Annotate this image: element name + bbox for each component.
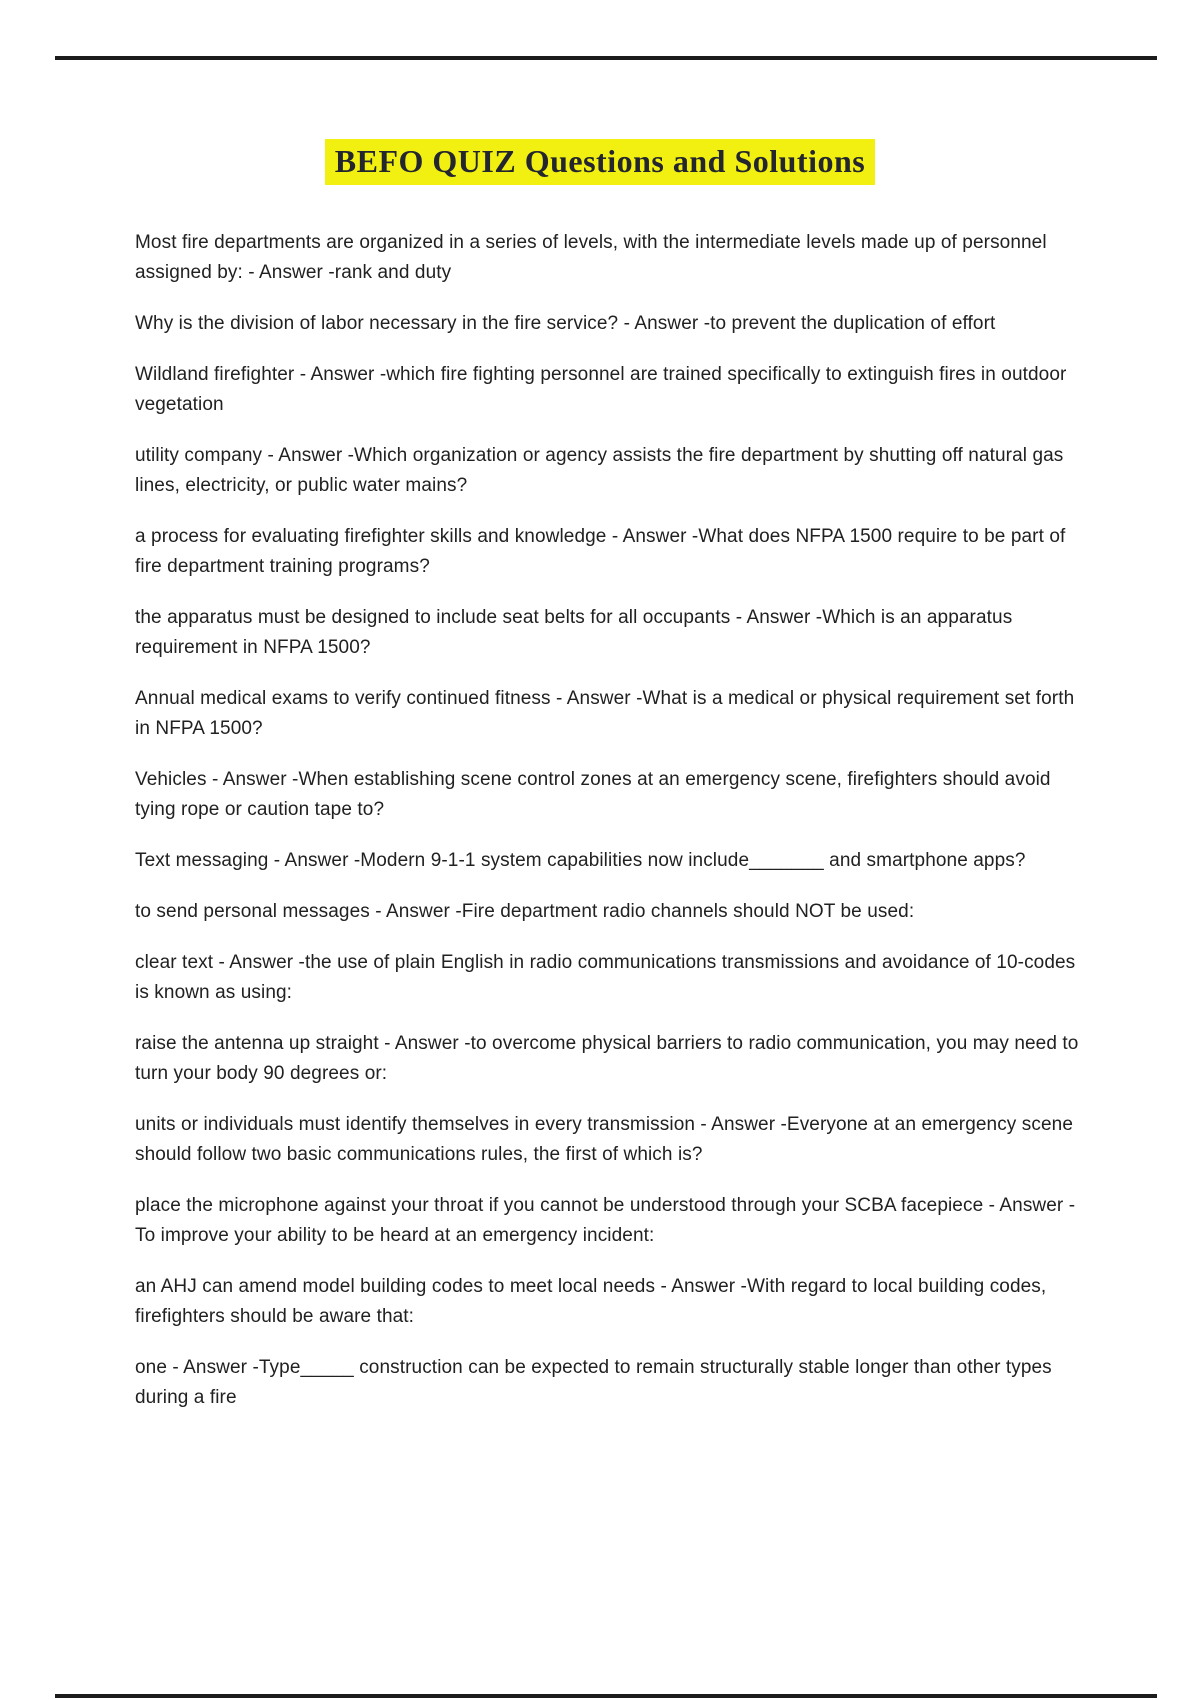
qa-paragraph: one - Answer -Type_____ construction can be expected to remain structurally stable longer than other types during a fire xyxy=(135,1357,1052,1408)
qa-paragraph: Annual medical exams to verify continued fitness - Answer -What is a medical or physical requirement set forth in NFPA 1500? xyxy=(135,688,1075,739)
qa-paragraph: Why is the division of labor necessary in the fire service? - Answer -to prevent the duplication of effort xyxy=(135,313,996,334)
qa-paragraph: place the microphone against your throat if you cannot be understood through your SCBA facepiece - Answer -To improve your ability to be heard at an emergency incident: xyxy=(135,1195,1076,1246)
qa-paragraph: Most fire departments are organized in a series of levels, with the intermediate levels made up of personnel assigned by: - Answer -rank and duty xyxy=(135,232,1047,283)
qa-paragraph: Wildland firefighter - Answer -which fire fighting personnel are trained specifically to extinguish fires in outdoor vegetation xyxy=(135,364,1067,415)
qa-paragraph: utility company - Answer -Which organization or agency assists the fire department by shutting off natural gas lines, electricity, or public water mains? xyxy=(135,445,1064,496)
qa-paragraph: Text messaging - Answer -Modern 9-1-1 system capabilities now include_______ and smartphone apps? xyxy=(135,850,1026,871)
qa-paragraph: units or individuals must identify themselves in every transmission - Answer -Everyone at an emergency scene should follow two basic communications rules, the first of which is? xyxy=(135,1114,1073,1165)
qa-paragraph: clear text - Answer -the use of plain English in radio communications transmissions and avoidance of 10-codes is known as using: xyxy=(135,952,1076,1003)
page-title: BEFO QUIZ Questions and Solutions xyxy=(325,139,875,185)
qa-paragraph: the apparatus must be designed to include seat belts for all occupants - Answer -Which is an apparatus requirement in NFPA 1500? xyxy=(135,607,1013,658)
qa-paragraph: to send personal messages - Answer -Fire department radio channels should NOT be used: xyxy=(135,901,915,922)
qa-paragraph: a process for evaluating firefighter skills and knowledge - Answer -What does NFPA 1500 require to be part of fire department training programs? xyxy=(135,526,1066,577)
qa-paragraph: an AHJ can amend model building codes to meet local needs - Answer -With regard to local building codes, firefighters should be aware that: xyxy=(135,1276,1047,1327)
title-row xyxy=(0,139,1200,185)
top-rule xyxy=(55,56,1157,60)
qa-paragraph: Vehicles - Answer -When establishing scene control zones at an emergency scene, firefighters should avoid tying rope or caution tape to? xyxy=(135,769,1051,820)
qa-content xyxy=(135,228,1083,1434)
qa-paragraph: raise the antenna up straight - Answer -to overcome physical barriers to radio communication, you may need to turn your body 90 degrees or: xyxy=(135,1033,1079,1084)
bottom-rule xyxy=(55,1694,1157,1698)
